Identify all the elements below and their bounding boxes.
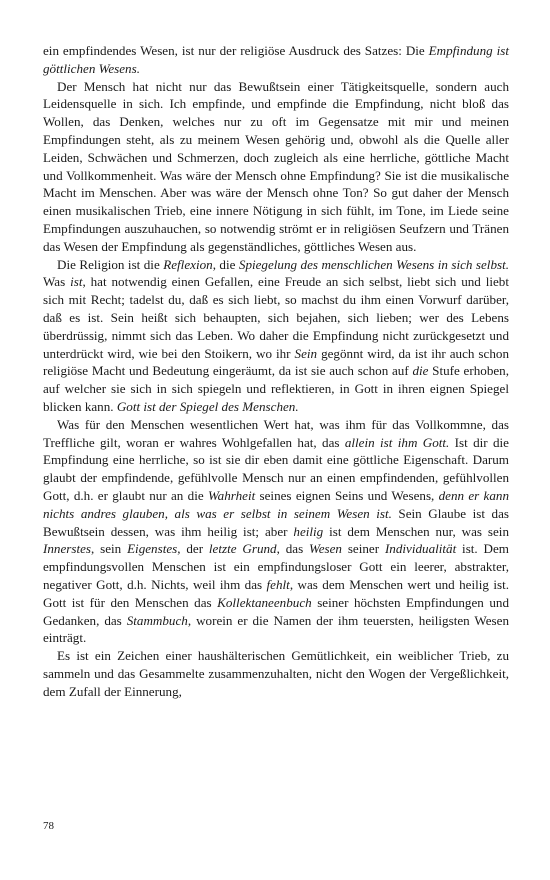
- text-run: Der Mensch hat nicht nur das Bewußtsein einer Tätigkeitsquelle, sondern auch Leidensquelle in sich. Ich empfinde, und empfinde die Empfindung, nicht bloß das Wollen, das Denken, welches nur zu oft im Gegensatze mit mir und meinen Empfindungen steht, als zu meinem Wesen gehörig und, obwohl als die Quelle aller Leiden, Schwächen und Schmerzen, doch zugleich als eine herrliche, göttliche Macht und Vollkommenheit. Was wäre der Mensch ohne Empfindung? Sie ist die musikalische Macht im Menschen. Aber was wäre der Mensch ohne Ton? So gut daher der Mensch einen musikalischen Trieb, eine innere Nötigung in sich fühlt, im Tone, im Liede seine Empfindungen auszuhauchen, so notwendig strömt er in religiösen Seufzern und Tränen das Wesen der Empfindung als gegenständliches, göttliches Wesen aus.: [43, 78, 509, 254]
- text-run: , sein: [91, 541, 128, 557]
- italic-text: heilig: [293, 523, 324, 539]
- text-run: Sein Glaube ist das Bewußtsein dessen, was ihm heilig ist; aber: [43, 505, 509, 539]
- text-run: Es ist ein Zeichen einer haushälterischen Gemütlichkeit, ein weiblicher Trieb, zu sammeln und das Gesammelte zusammenzuhalten, nicht den Wogen der Vergeßlichkeit, dem Zufall der Einnerung,: [43, 648, 509, 699]
- italic-text: Wahrheit: [207, 487, 256, 503]
- italic-text: Gott ist der Spiegel des Menschen.: [116, 398, 299, 414]
- text-run: , hat notwendig einen Gefallen, eine Freude an sich selbst, liebt sich und liebt sich mit Recht; tadelst du, daß es sich liebt, so machst du ihm einen Vorwurf darüber, daß es ist. Sein heißt sich behaupten, sich bejahen, sich lieben; wer des Lebens überdrüssig, nimmt sich das Leben. Wo daher die Empfindung nicht zurückgesetzt und unterdrückt wird, wie bei den Stoikern, wo ihr: [43, 274, 509, 361]
- text-run: , der: [177, 541, 209, 557]
- italic-text: Reflexion: [163, 256, 213, 272]
- text-run: Was: [43, 274, 71, 290]
- text-run: Die Religion ist die: [57, 256, 164, 272]
- paragraph: [43, 256, 509, 416]
- italic-text: denn er kann nichts andres glauben, als was er selbst in seinem Wesen ist.: [43, 487, 510, 521]
- italic-text: Kollektaneenbuch: [217, 594, 312, 610]
- paragraph: [43, 78, 509, 256]
- text-run: Was für den Menschen wesentlichen Wert hat, was ihm für das Vollkommne, das Treffliche gilt, woran er wahres Wohlgefallen hat, das: [43, 416, 509, 450]
- text-run: ist. Dem empfindungsvollen Menschen ist ein empfindungsloser Gott ein leerer, abstrakter, negativer Gott, d.h. Nichts, weil ihm das: [43, 541, 509, 592]
- text-run: seiner: [341, 541, 385, 557]
- italic-text: Eigenstes: [127, 541, 178, 557]
- text-run: Stufe erhoben, auf welcher sie sich in sich spiegeln und reflektieren, in Gott in ihren eignen Spiegel blicken kann.: [43, 363, 509, 414]
- text-run: , worein er die Namen der ihm teuersten, heiligsten Wesen einträgt.: [43, 612, 509, 646]
- text-run: seines eignen Seins und Wesens,: [255, 487, 439, 503]
- body-text: [43, 42, 509, 700]
- italic-text: die: [412, 363, 429, 379]
- italic-text: Individualität: [384, 541, 457, 557]
- text-run: seiner höchsten Empfindungen und Gedanken, das: [43, 594, 509, 628]
- italic-text: letzte Grund: [208, 541, 277, 557]
- paragraph: [43, 647, 509, 700]
- italic-text: ist: [70, 274, 83, 290]
- text-run: , was dem Menschen wert und heilig ist. Gott ist für den Menschen das: [43, 576, 509, 610]
- text-run: ein empfindendes Wesen, ist nur der religiöse Ausdruck des Satzes: Die: [43, 43, 429, 58]
- italic-text: Empfindung ist göttlichen Wesens.: [43, 43, 509, 76]
- text-run: Ist dir die Empfindung eine herrliche, so ist sie dir eben damit eine göttliche Eigenschaft. Darum glaubt der empfindende, gefühlvolle Mensch nur an einen empfindenden, gefühlvollen Gott, d.h. er glaubt nur an die: [43, 434, 509, 503]
- page-number: 78: [43, 820, 54, 832]
- paragraph: [43, 42, 509, 78]
- text-run: , das: [276, 541, 309, 557]
- italic-text: Wesen: [309, 541, 342, 557]
- text-run: gegönnt wird, da ist ihr auch schon religiöse Macht und Bedeutung eingeräumt, da ist sie auch schon auf: [43, 345, 509, 379]
- text-run: , die: [212, 256, 239, 272]
- text-run: ist dem Menschen nur, was sein: [323, 523, 509, 539]
- italic-text: Sein: [294, 345, 318, 361]
- italic-text: fehlt: [266, 576, 290, 592]
- italic-text: allein ist ihm Gott.: [344, 434, 450, 450]
- italic-text: Innerstes: [43, 541, 92, 557]
- paragraph: [43, 416, 509, 647]
- italic-text: Stammbuch: [126, 612, 188, 628]
- italic-text: Spiegelung des menschlichen Wesens in sich selbst.: [238, 256, 510, 272]
